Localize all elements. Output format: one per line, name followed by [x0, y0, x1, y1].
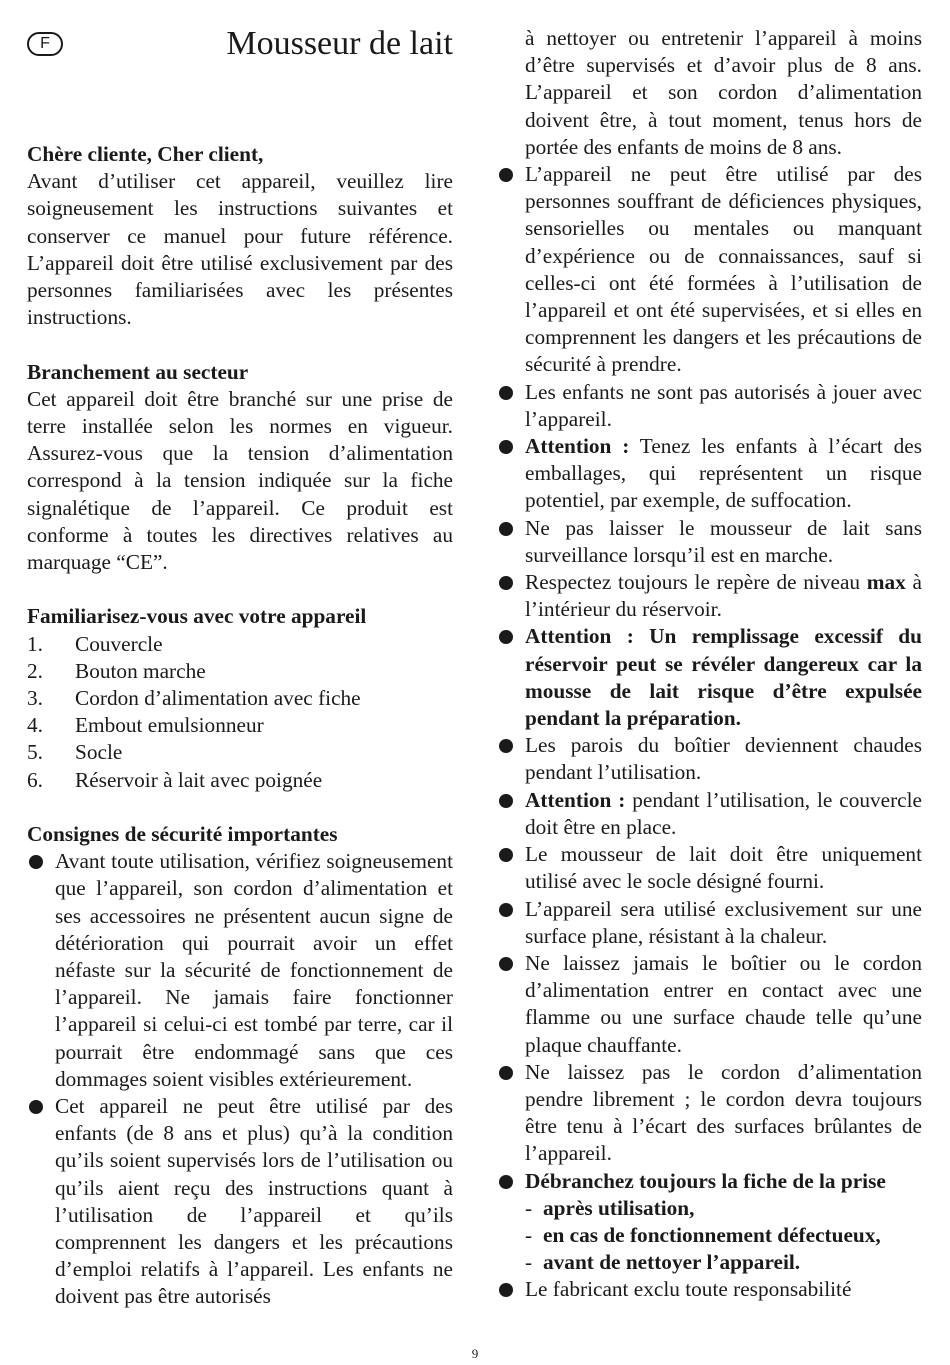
bullet-icon [499, 386, 513, 400]
right-column [497, 25, 922, 1304]
item-number: 6. [27, 767, 43, 792]
list-item [27, 739, 453, 766]
item-text: Ne pas laisser le mousseur de lait sans surveillance lorsqu’il est en marche. [525, 515, 922, 567]
bullet-icon [499, 630, 513, 644]
list-item [525, 569, 922, 623]
item-number: 1. [27, 631, 43, 656]
list-item [525, 896, 922, 950]
sub-item-text: en cas de fonctionnement défectueux, [543, 1222, 881, 1247]
bullet-icon [499, 440, 513, 454]
list-item [525, 1059, 922, 1168]
list-item [525, 732, 922, 786]
list-item [525, 161, 922, 379]
list-item [27, 685, 453, 712]
bullet-icon [499, 1283, 513, 1297]
item-label: Cordon d’alimentation avec fiche [75, 686, 361, 711]
item-text: pendant l’utilisation, le couvercle doit être en place. [525, 787, 923, 839]
sub-item-text: après utilisation, [543, 1195, 695, 1220]
list-item [525, 1168, 922, 1277]
spacer [27, 794, 453, 821]
dash: - [525, 1250, 533, 1275]
list-item [525, 1276, 922, 1303]
item-label: Réservoir à lait avec poignée [75, 767, 323, 792]
intro-text: Avant d’utiliser cet appareil, veuillez lire soigneusement les instructions suivantes et conserver ce manuel pour future référence. L’appareil doit être utilisé exclusivement par des personnes familiarisées avec les présentes instructions. [27, 169, 453, 330]
item-text: Les parois du boîtier deviennent chaudes pendant l’utilisation. [525, 733, 922, 785]
safety-list-right [497, 161, 922, 1304]
continuation-text: à nettoyer ou entretenir l’appareil à moins d’être supervisés et d’avoir plus de 8 ans. L’appareil et son cordon d’alimentation doivent être, à tout moment, tenus hors de portée des enfants de moins de 8 ans. [525, 26, 922, 159]
bullet-icon [499, 739, 513, 753]
item-text: Respectez toujours le repère de niveau [525, 570, 867, 595]
bullet-icon [499, 168, 513, 182]
safety-heading: Consignes de sécurité importantes [27, 822, 338, 847]
sub-list-item [525, 1249, 922, 1276]
item-text: Ne laissez pas le cordon d’alimentation pendre librement ; le cordon devra toujours être tenu à l’écart des surfaces brûlantes de l’appareil. [525, 1059, 922, 1166]
bullet-icon [29, 1100, 43, 1114]
attention-label: Attention : [525, 434, 630, 459]
bullet-icon [29, 855, 43, 869]
list-item [525, 623, 922, 732]
item-label: Embout emulsionneur [75, 713, 264, 738]
intro-greeting: Chère cliente, Cher client, [27, 142, 264, 166]
item-text: à l’intérieur du réservoir. [525, 570, 922, 622]
unplug-sub-list [525, 1195, 922, 1277]
item-number: 3. [27, 686, 43, 711]
parts-heading: Familiarisez-vous avec votre appareil [27, 604, 367, 629]
dash: - [525, 1222, 533, 1247]
item-text: Débranchez toujours la fiche de la prise [525, 1168, 886, 1193]
list-item [525, 379, 922, 433]
list-item [27, 631, 453, 658]
page-title: Mousseur de lait [226, 25, 453, 62]
max-label: max [866, 570, 906, 595]
dash: - [525, 1195, 533, 1220]
bullet-icon [499, 522, 513, 536]
language-badge: F [27, 32, 63, 56]
sub-item-text: avant de nettoyer l’appareil. [543, 1250, 801, 1275]
bullet-icon [499, 576, 513, 590]
safety-list-left [27, 848, 453, 1310]
list-item [525, 433, 922, 515]
parts-list [27, 631, 453, 794]
item-number: 5. [27, 740, 43, 765]
list-item [27, 712, 453, 739]
list-item [27, 848, 453, 1093]
sub-list-item [525, 1195, 922, 1222]
item-number: 2. [27, 658, 43, 683]
attention-label: Attention : [525, 787, 626, 812]
item-label: Couvercle [75, 631, 163, 656]
item-text: Ne laissez jamais le boîtier ou le cordon d’alimentation entrer en contact avec une flamme ou une surface chaude telle qu’une plaque chauffante. [525, 950, 922, 1057]
bullet-icon [499, 848, 513, 862]
item-text: Le mousseur de lait doit être uniquement utilisé avec le socle désigné fourni. [525, 842, 922, 894]
bullet-icon [499, 1175, 513, 1189]
mains-heading: Branchement au secteur [27, 359, 249, 384]
left-column [27, 141, 453, 1311]
item-text: Attention : Un remplissage excessif du réservoir peut se révéler dangereux car la mousse de lait risque d’être expulsée pendant la préparation. [525, 624, 922, 731]
sub-list-item [525, 1222, 922, 1249]
list-item [27, 658, 453, 685]
item-text: Cet appareil ne peut être utilisé par des enfants (de 8 ans et plus) qu’à la condition qu’ils soient supervisés lors de l’utilisation ou qu’ils aient reçu des instructions quant à l’utilisation de l’appareil et qu’ils comprennent les dangers et les précautions d’emploi relatifs à l’appareil. Les enfants ne doivent pas être autorisés [55, 1094, 453, 1309]
mains-text: Cet appareil doit être branché sur une prise de terre installée selon les normes en vigueur. Assurez-vous que la tension d’alimentation correspond à la tension indiquée sur la fiche signalétique de l’appareil. Ce produit est conforme à toutes les directives relatives au marquage “CE”. [27, 386, 453, 575]
bullet-icon [499, 1066, 513, 1080]
list-item [27, 1093, 453, 1311]
item-text: L’appareil ne peut être utilisé par des personnes souffrant de déficiences physiques, sensorielles ou mentales ou manquant d’expérience ou de connaissances, sauf si celles-ci ont été formées à l’utilisation de l’appareil et ont été supervisées, et si elles en comprennent les dangers et les précautions de sécurité à prendre. [525, 162, 922, 377]
bullet-icon [499, 903, 513, 917]
item-label: Socle [75, 740, 123, 765]
item-text: Avant toute utilisation, vérifiez soigneusement que l’appareil, son cordon d’alimentation et ses accessoires ne présentent aucun signe de détérioration qui pourrait avoir un effet néfaste sur la sécurité de fonctionnement de l’appareil. Ne jamais faire fonctionner l’appareil si celui-ci est tombé par terre, car il pourrait être endommagé sans que ces dommages soient visibles extérieurement. [55, 849, 453, 1091]
spacer [27, 576, 453, 603]
item-label: Bouton marche [75, 658, 206, 683]
bullet-icon [499, 957, 513, 971]
list-item [525, 787, 922, 841]
list-item [525, 841, 922, 895]
item-text: L’appareil sera utilisé exclusivement sur une surface plane, résistant à la chaleur. [525, 896, 922, 948]
item-text: Le fabricant exclu toute responsabilité [525, 1277, 852, 1302]
item-text: Tenez les enfants à l’écart des emballages, qui représentent un risque potentiel, par exemple, de suffocation. [525, 434, 923, 513]
spacer [27, 331, 453, 358]
bullet-icon [499, 794, 513, 808]
list-item [27, 767, 453, 794]
list-item [525, 515, 922, 569]
list-item [525, 950, 922, 1059]
item-number: 4. [27, 713, 43, 738]
page-number: 9 [471, 1346, 479, 1361]
item-text: Les enfants ne sont pas autorisés à jouer avec l’appareil. [525, 379, 922, 431]
